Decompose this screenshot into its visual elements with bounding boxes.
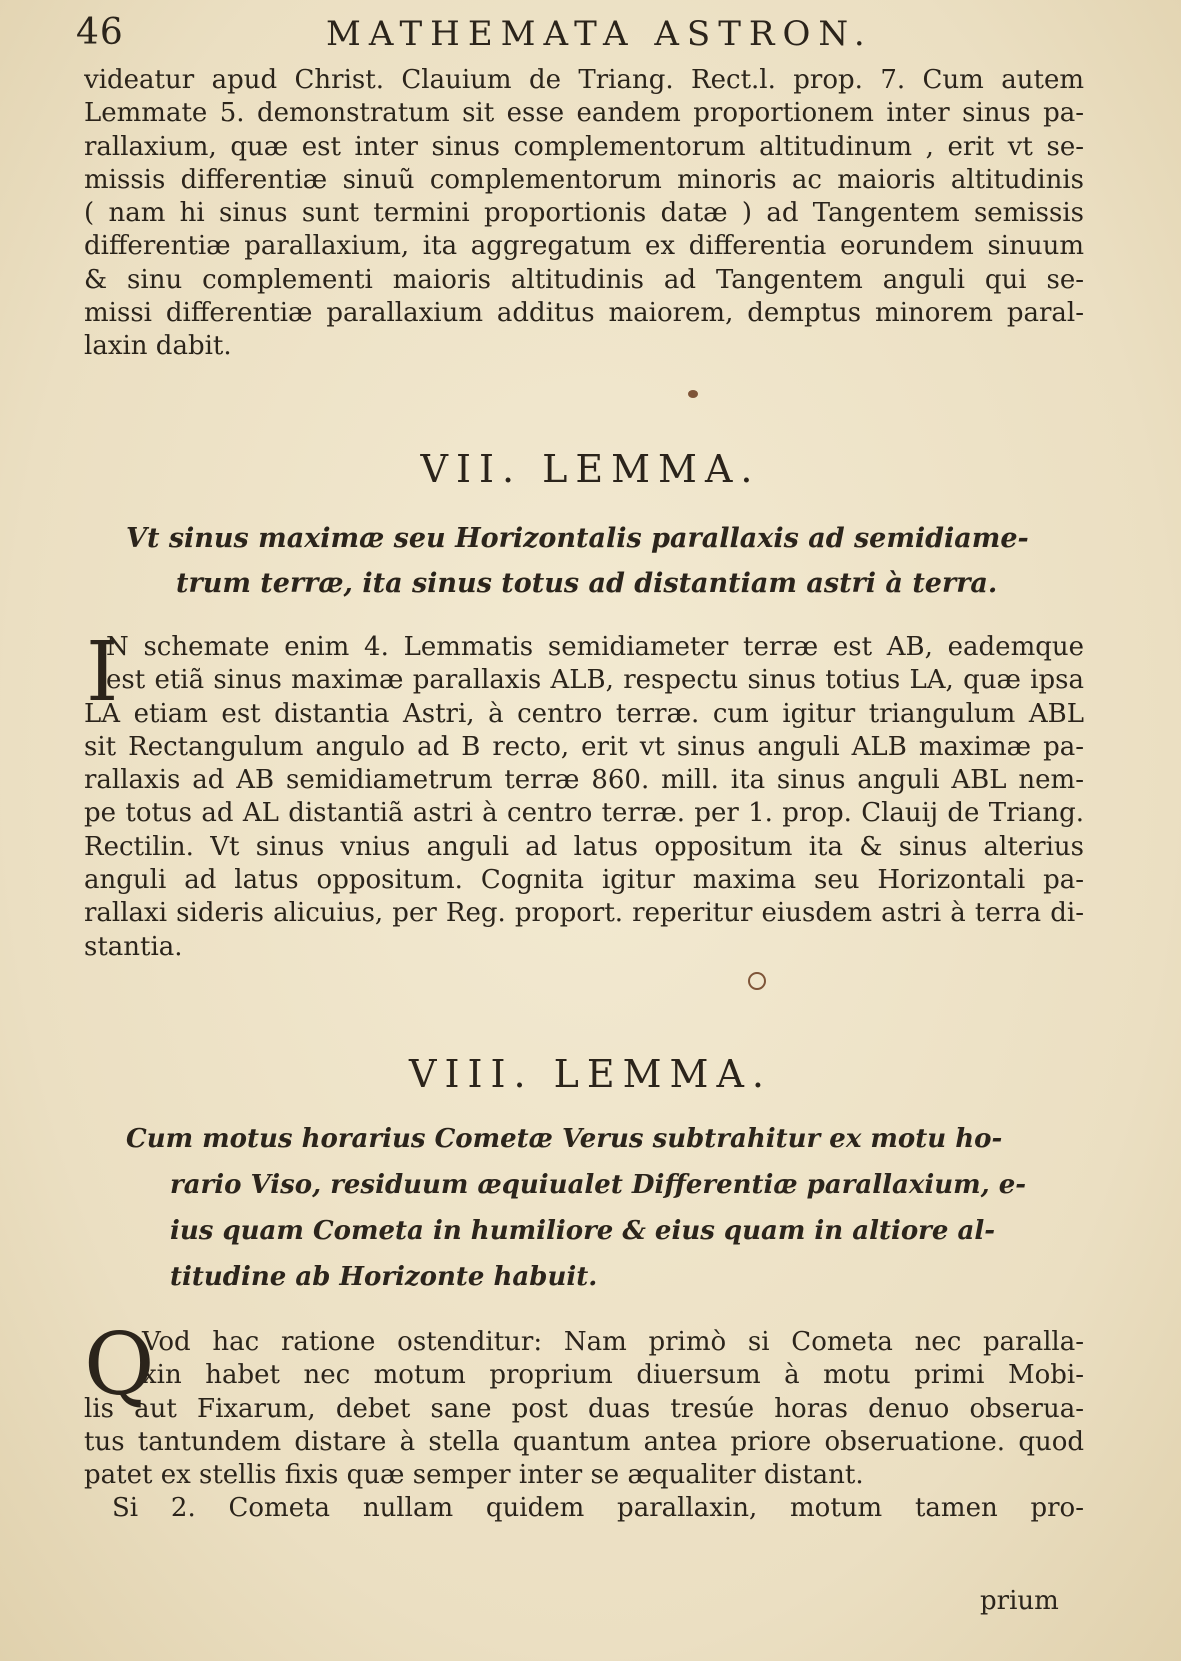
text-line: missi differentiæ parallaxium additus maiorem, demptus minorem paral- [84, 298, 1084, 329]
lemma-8-statement [126, 1116, 1046, 1300]
text-line: & sinu complementi maioris altitudinis ad Tangentem anguli qui se- [84, 264, 1084, 295]
page-number: 46 [76, 12, 124, 53]
text-line: tus tantundem distare à stella quantum antea priore obseruatione. quod [84, 1426, 1084, 1457]
text-line: rallaxis ad AB semidiametrum terræ 860. mill. ita sinus anguli ABL nem- [84, 765, 1084, 796]
drop-cap-letter: I [86, 625, 119, 720]
text-line: Vod hac ratione ostenditur: Nam primò si Cometa nec paralla- [142, 1327, 1084, 1357]
lemma-8-heading: VIII. LEMMA. [409, 1052, 772, 1096]
statement-line: trum terræ, ita sinus totus ad distantiam astri à terra. [176, 568, 998, 599]
text-line: ( nam hi sinus sunt termini proportionis datæ ) ad Tangentem semissis [84, 198, 1084, 229]
text-line: rallaxi sideris alicuius, per Reg. proport. reperitur eiusdem astri à terra di- [84, 898, 1084, 929]
text-line: LA etiam est distantia Astri, à centro terræ. cum igitur triangulum ABL [84, 698, 1084, 729]
statement-line: rario Viso, residuum æquiualet Differentiæ parallaxium, e- [170, 1170, 1027, 1200]
page-header [76, 12, 1096, 66]
lemma-7-heading: VII. LEMMA. [420, 447, 761, 491]
ink-spot [688, 390, 698, 398]
text-line: lis aut Fixarum, debet sane post duas tresúe horas denuo obseruа- [84, 1393, 1084, 1424]
text-line: sit Rectangulum angulo ad B recto, erit vt sinus anguli ALB maximæ pa- [84, 731, 1084, 762]
text-line: xin habet nec motum proprium diuersum à motu primi Mobi- [142, 1360, 1084, 1391]
drop-cap-letter: Q [84, 1315, 155, 1415]
ink-spot [748, 972, 766, 990]
catchword: prium [980, 1586, 1059, 1616]
text-line: missis differentiæ sinuũ complementorum minoris ac maioris altitudinis [84, 164, 1084, 195]
text-line: Si 2. Cometa nullam quidem parallaxin, motum tamen pro- [112, 1493, 1084, 1524]
statement-line: titudine ab Horizonte habuit. [170, 1262, 598, 1292]
text-line: videatur apud Christ. Clauium de Triang. Rect.l. prop. 7. Cum autem [84, 65, 1084, 95]
text-line: anguli ad latus oppositum. Cognita igitur maxima seu Horizontali pa- [84, 865, 1084, 896]
lemma-7-statement [126, 516, 1029, 606]
statement-line: Cum motus horarius Cometæ Verus subtrahitur ex motu ho- [126, 1124, 1003, 1154]
statement-line: Vt sinus maximæ seu Horizontalis parallaxis ad semidiame- [126, 523, 1029, 554]
text-line: est etiã sinus maximæ parallaxis ALB, respectu sinus totius LA, quæ ipsa [106, 665, 1084, 696]
lemma-7-proof [84, 625, 1084, 964]
text-line: differentiæ parallaxium, ita aggregatum ex differentia eorundem sinuum [84, 231, 1084, 262]
text-line: Lemmate 5. demonstratum sit esse eandem proportionem inter sinus pa- [84, 98, 1084, 129]
text-line: stantia. [84, 931, 183, 962]
statement-line: ius quam Cometa in humiliore & eius quam in altiore al- [170, 1216, 995, 1246]
text-line: N schemate enim 4. Lemmatis semidiameter terræ est AB, eademque [106, 632, 1084, 662]
paragraph-continuation [84, 64, 1084, 364]
lemma-8-proof [84, 1315, 1084, 1526]
text-line: pe totus ad AL distantiã astri à centro terræ. per 1. prop. Clauij de Triang. [84, 798, 1084, 829]
text-line: laxin dabit. [84, 331, 232, 362]
text-line: Rectilin. Vt sinus vnius anguli ad latus oppositum ita & sinus alterius [84, 831, 1084, 862]
running-head: MATHEMATA ASTRON. [326, 14, 873, 54]
text-line: rallaxium, quæ est inter sinus complementorum altitudinum , erit vt se- [84, 131, 1084, 162]
text-line: patet ex stellis fixis quæ semper inter se æqualiter distant. [84, 1460, 864, 1491]
